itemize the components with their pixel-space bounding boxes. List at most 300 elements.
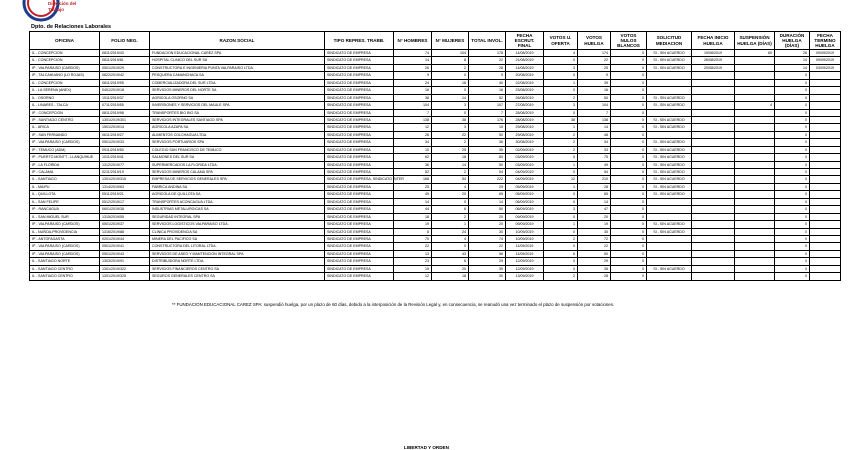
table-cell bbox=[810, 109, 841, 116]
table-cell bbox=[692, 176, 735, 183]
table-cell bbox=[692, 250, 735, 257]
table-cell: IL - SANTIAGO CENTRO bbox=[30, 273, 100, 280]
table-cell: 34 bbox=[578, 139, 611, 146]
table-cell: 6 bbox=[544, 250, 578, 257]
table-cell: 65 bbox=[469, 191, 506, 198]
table-cell bbox=[810, 102, 841, 109]
table-cell: 52 bbox=[469, 94, 506, 101]
table-cell bbox=[735, 228, 775, 235]
table-cell: SINDICATO DE EMPRESA bbox=[325, 154, 394, 161]
table-cell: 0501/2019/37 bbox=[100, 221, 150, 228]
table-cell: 2 bbox=[544, 139, 578, 146]
table-cell: 25 bbox=[578, 64, 611, 71]
table-cell: 30 bbox=[578, 228, 611, 235]
strike-table bbox=[29, 31, 841, 281]
table-cell: 0 bbox=[611, 116, 647, 123]
table-cell: IP - VALPARAISO (CARDOS) bbox=[30, 250, 100, 257]
table-cell: 1 bbox=[544, 221, 578, 228]
table-cell: 2 bbox=[544, 131, 578, 138]
table-cell: 10/09/2019 bbox=[506, 235, 544, 242]
table-cell bbox=[692, 258, 735, 265]
table-cell: 44 bbox=[394, 206, 432, 213]
table-cell: 0 bbox=[775, 72, 810, 79]
table-cell: SINDICATO DE EMPRESA, SINDICATO INTER bbox=[325, 176, 394, 183]
table-cell: AGRICOLA DE QUILLOTA SA bbox=[150, 191, 325, 198]
table-cell bbox=[692, 102, 735, 109]
table-cell: INVERSIONES Y SERVICIOS DEL MAULE SPA bbox=[150, 102, 325, 109]
table-cell: 0 bbox=[611, 213, 647, 220]
table-cell: 222 bbox=[469, 176, 506, 183]
table-cell: 0 bbox=[544, 191, 578, 198]
table-cell bbox=[735, 87, 775, 94]
table-cell bbox=[692, 228, 735, 235]
table-cell: 1314/2019/63 bbox=[100, 183, 150, 190]
table-cell: SINDICATO DE EMPRESA bbox=[325, 250, 394, 257]
table-cell bbox=[647, 213, 692, 220]
table-cell: IL - CONCEPCION bbox=[30, 79, 100, 86]
table-cell: 35 bbox=[469, 265, 506, 272]
table-cell: 30 bbox=[469, 273, 506, 280]
table-cell: 06/09/2019 bbox=[506, 198, 544, 205]
table-cell bbox=[810, 154, 841, 161]
table-cell: 8 bbox=[432, 57, 469, 64]
table-cell bbox=[810, 146, 841, 153]
table-cell bbox=[735, 250, 775, 257]
table-cell: 30 bbox=[469, 228, 506, 235]
table-cell bbox=[692, 72, 735, 79]
table-row bbox=[30, 273, 841, 280]
table-row bbox=[30, 243, 841, 250]
table-cell: 0 bbox=[611, 183, 647, 190]
table-cell: 0 bbox=[432, 87, 469, 94]
table-cell: 0 bbox=[611, 250, 647, 257]
table-cell: 36 bbox=[469, 139, 506, 146]
table-cell: 12/09/2019 bbox=[506, 265, 544, 272]
table-cell: IL - LA SERENA (ANEX) bbox=[30, 87, 100, 94]
table-cell: 0 bbox=[611, 258, 647, 265]
table-cell: SI - SIN ACUERDO bbox=[647, 221, 692, 228]
table-cell: 5 bbox=[544, 154, 578, 161]
table-cell: 54 bbox=[432, 176, 469, 183]
table-cell: 10/09/2019 bbox=[506, 228, 544, 235]
table-cell bbox=[735, 221, 775, 228]
table-cell: 0911/2019/50 bbox=[100, 146, 150, 153]
table-cell: SI - SIN ACUERDO bbox=[647, 116, 692, 123]
table-cell: 0 bbox=[611, 176, 647, 183]
table-row bbox=[30, 250, 841, 257]
column-header: TIPO REPRES. TRABB. bbox=[325, 32, 394, 50]
table-cell bbox=[692, 183, 735, 190]
table-cell: IP - ANTOFAGASTA bbox=[30, 235, 100, 242]
column-header: DURACIÓN HUELGA (DÍAS) bbox=[775, 32, 810, 50]
table-cell: 26 bbox=[775, 50, 810, 57]
column-header: SUSPENSIÓN HUELGA (DÍAS) bbox=[735, 32, 775, 50]
table-cell: 2 bbox=[544, 273, 578, 280]
table-cell bbox=[810, 139, 841, 146]
table-cell: 0 bbox=[611, 191, 647, 198]
table-cell bbox=[735, 191, 775, 198]
table-row bbox=[30, 124, 841, 131]
table-row bbox=[30, 50, 841, 57]
table-cell: 50 bbox=[578, 94, 611, 101]
table-cell: 4 bbox=[432, 235, 469, 242]
table-cell bbox=[810, 72, 841, 79]
table-cell: 0501/2019/33 bbox=[100, 139, 150, 146]
column-header: RAZON SOCIAL bbox=[150, 32, 325, 50]
table-cell: 23/08/2019 bbox=[506, 87, 544, 94]
table-cell: 0401/2019/18 bbox=[100, 87, 150, 94]
table-cell: 0 bbox=[775, 273, 810, 280]
table-cell: 0 bbox=[775, 87, 810, 94]
table-cell: SERVICIOS LOGISTICOS VALPARAISO LTDA. bbox=[150, 221, 325, 228]
table-cell: 75 bbox=[578, 154, 611, 161]
table-cell: 28 bbox=[469, 64, 506, 71]
table-cell: SI - SIN ACUERDO bbox=[647, 191, 692, 198]
table-cell: 24 bbox=[394, 79, 432, 86]
table-cell: 20 bbox=[578, 213, 611, 220]
table-cell: 0201/2019/44 bbox=[100, 235, 150, 242]
table-cell: 0 bbox=[432, 109, 469, 116]
table-cell: IL - CONCEPCION bbox=[30, 50, 100, 57]
table-cell: 104 bbox=[432, 50, 469, 57]
table-cell: 9 bbox=[469, 72, 506, 79]
table-cell: 65 bbox=[578, 191, 611, 198]
table-cell: SINDICATO DE EMPRESA bbox=[325, 265, 394, 272]
table-row bbox=[30, 213, 841, 220]
table-cell: 0 bbox=[544, 169, 578, 176]
table-cell: 0 bbox=[611, 273, 647, 280]
table-cell bbox=[692, 116, 735, 123]
table-row bbox=[30, 198, 841, 205]
table-cell: 49 bbox=[578, 161, 611, 168]
table-cell: 54 bbox=[578, 169, 611, 176]
table-cell: 0 bbox=[544, 243, 578, 250]
table-cell bbox=[735, 169, 775, 176]
logo-text-line2: Trabajo bbox=[48, 7, 65, 12]
table-cell: 7 bbox=[394, 109, 432, 116]
table-cell bbox=[735, 213, 775, 220]
table-row bbox=[30, 87, 841, 94]
table-cell: 56 bbox=[469, 250, 506, 257]
table-cell: SINDICATO DE EMPRESA bbox=[325, 109, 394, 116]
table-cell: 13 bbox=[394, 250, 432, 257]
table-cell: 0 bbox=[611, 221, 647, 228]
table-cell: 18 bbox=[432, 273, 469, 280]
table-cell: 14 bbox=[394, 198, 432, 205]
table-cell: 3 bbox=[544, 64, 578, 71]
table-cell: 0 bbox=[775, 131, 810, 138]
table-cell: 20 bbox=[432, 191, 469, 198]
table-cell: 35 bbox=[469, 146, 506, 153]
table-cell: SINDICATO DE EMPRESA bbox=[325, 198, 394, 205]
table-cell: 28/08/2019 bbox=[506, 116, 544, 123]
table-cell bbox=[692, 235, 735, 242]
table-cell: IL - CONCEPCION bbox=[30, 57, 100, 64]
table-cell bbox=[692, 221, 735, 228]
table-cell: SINDICATO DE EMPRESA bbox=[325, 243, 394, 250]
table-cell bbox=[735, 109, 775, 116]
table-cell: 174 bbox=[578, 50, 611, 57]
table-cell bbox=[692, 131, 735, 138]
table-cell: SINDICATO DE EMPRESA bbox=[325, 64, 394, 71]
table-cell bbox=[692, 265, 735, 272]
table-cell: SI - SIN ACUERDO bbox=[647, 228, 692, 235]
table-cell: 20 bbox=[432, 265, 469, 272]
column-header: N° HOMBRES bbox=[394, 32, 432, 50]
column-header: TOTAL INVOL. bbox=[469, 32, 506, 50]
table-cell: TRANSPORTES ACONCAGUA LTDA. bbox=[150, 198, 325, 205]
table-cell: 03/09/2019 bbox=[506, 161, 544, 168]
table-cell: 15 bbox=[394, 265, 432, 272]
table-cell: IL - MAIPU bbox=[30, 183, 100, 190]
footnote: ** FUNDACION EDUCACIONAL CAREZ SPA: suspendió huelga, por un plazo de 60 días, debido a la interposición de la Revisión Legal y, en consecuencia, se reanudó una vez terminado el plazo de suspensión por votaciones. bbox=[172, 302, 615, 307]
table-cell bbox=[810, 221, 841, 228]
table-row bbox=[30, 176, 841, 183]
table-cell: 48 bbox=[578, 131, 611, 138]
table-cell: SI - SIN ACUERDO bbox=[647, 265, 692, 272]
table-cell: IL - LINARES - TALCA bbox=[30, 102, 100, 109]
table-cell bbox=[810, 79, 841, 86]
table-cell: 0 bbox=[611, 154, 647, 161]
table-cell: IP - TALCAHUANO (LO ROJAS) bbox=[30, 72, 100, 79]
column-header: FECHA TERMINO HUELGA bbox=[810, 32, 841, 50]
table-cell: 1 bbox=[544, 79, 578, 86]
table-cell: 04/09/2019 bbox=[506, 169, 544, 176]
table-cell: 14 bbox=[775, 64, 810, 71]
table-cell: 0822/2019/42 bbox=[100, 72, 150, 79]
table-cell: 14 bbox=[432, 161, 469, 168]
table-cell: 28/08/2019 bbox=[506, 109, 544, 116]
table-cell: SI - SIN ACUERDO bbox=[647, 183, 692, 190]
table-cell bbox=[647, 87, 692, 94]
table-cell: 03/09/2019 bbox=[506, 154, 544, 161]
table-cell: 04/09/2019 bbox=[506, 176, 544, 183]
table-cell: 0501/2019/41 bbox=[100, 243, 150, 250]
table-cell: CONSTRUCTORA E INGENIERIA PUNTA VALPARAISO LTDA. bbox=[150, 64, 325, 71]
table-cell: SINDICATO DE EMPRESA bbox=[325, 206, 394, 213]
table-cell: SERVICIOS DE ASEO Y MANTENCION INTEGRAL SPA bbox=[150, 250, 325, 257]
table-cell: IP - VALPARAISO (CARDOS) bbox=[30, 64, 100, 71]
table-cell: SINDICATO DE EMPRESA bbox=[325, 72, 394, 79]
table-cell: 50 bbox=[578, 250, 611, 257]
table-cell: IL - ARICA bbox=[30, 124, 100, 131]
table-cell: 0 bbox=[611, 243, 647, 250]
table-cell: 1303/2019/91 bbox=[100, 258, 150, 265]
column-header: FECHA INICIO HUELGA bbox=[692, 32, 735, 50]
table-cell: 0 bbox=[544, 72, 578, 79]
table-cell: 12 bbox=[394, 124, 432, 131]
table-cell: 0 bbox=[611, 265, 647, 272]
table-cell: 0 bbox=[544, 109, 578, 116]
table-cell: IL - SAN FELIPE bbox=[30, 198, 100, 205]
table-cell: 0 bbox=[775, 235, 810, 242]
table-cell: 29/08/2019 bbox=[506, 131, 544, 138]
table-cell bbox=[647, 235, 692, 242]
table-cell: 74 bbox=[394, 50, 432, 57]
table-cell: 3 bbox=[432, 124, 469, 131]
table-row bbox=[30, 102, 841, 109]
table-cell: 28 bbox=[578, 273, 611, 280]
table-cell: 1 bbox=[544, 161, 578, 168]
table-cell: 0811/2019/43 bbox=[100, 50, 150, 57]
table-cell: 52 bbox=[394, 169, 432, 176]
table-cell: 19 bbox=[578, 221, 611, 228]
table-cell: 168 bbox=[394, 176, 432, 183]
table-cell: 0 bbox=[775, 79, 810, 86]
table-cell: COMERCIALIZADORA DEL SUR LTDA. bbox=[150, 79, 325, 86]
table-cell bbox=[735, 94, 775, 101]
table-cell: SINDICATO DE EMPRESA bbox=[325, 221, 394, 228]
table-cell: 0 bbox=[775, 213, 810, 220]
table-cell bbox=[692, 79, 735, 86]
table-cell: 26/08/2019 bbox=[506, 94, 544, 101]
table-cell: IP - VALPARAISO (CARDOS) bbox=[30, 139, 100, 146]
table-cell: SINDICATO DE EMPRESA bbox=[325, 131, 394, 138]
table-cell: 35 bbox=[578, 265, 611, 272]
table-cell: 02/09/2019 bbox=[506, 146, 544, 153]
table-cell: 0711/2019/55 bbox=[100, 102, 150, 109]
table-cell: SINDICATO DE EMPRESA bbox=[325, 258, 394, 265]
table-cell: SINDICATO DE EMPRESA bbox=[325, 146, 394, 153]
table-cell: 0 bbox=[611, 139, 647, 146]
table-row bbox=[30, 64, 841, 71]
table-cell: SALMONES DEL SUR SA bbox=[150, 154, 325, 161]
table-cell: 2 bbox=[432, 139, 469, 146]
table-cell: 1301/2019/301 bbox=[100, 116, 150, 123]
table-row bbox=[30, 169, 841, 176]
table-cell: 50 bbox=[469, 131, 506, 138]
table-cell: 11/09/2019 bbox=[506, 250, 544, 257]
table-cell bbox=[735, 154, 775, 161]
table-cell: 14 bbox=[578, 198, 611, 205]
table-cell: 0 bbox=[611, 72, 647, 79]
table-cell bbox=[647, 79, 692, 86]
table-cell: 0 bbox=[432, 243, 469, 250]
table-cell bbox=[735, 265, 775, 272]
table-cell: 0 bbox=[775, 102, 810, 109]
table-row bbox=[30, 79, 841, 86]
table-cell: 70 bbox=[394, 235, 432, 242]
table-cell: IP - LA FLORIDA bbox=[30, 161, 100, 168]
table-cell: 1301/2019/315 bbox=[100, 176, 150, 183]
table-cell: 74 bbox=[469, 235, 506, 242]
table-cell: IL - OSORNO bbox=[30, 94, 100, 101]
table-cell bbox=[692, 154, 735, 161]
table-cell bbox=[692, 109, 735, 116]
table-cell: 0 bbox=[611, 57, 647, 64]
table-cell: 107 bbox=[469, 102, 506, 109]
table-cell: SI - SIN ACUERDO bbox=[647, 124, 692, 131]
table-cell: 14/08/2019 bbox=[506, 50, 544, 57]
table-cell: 62 bbox=[394, 154, 432, 161]
table-cell: 2 bbox=[544, 235, 578, 242]
table-cell: 29 bbox=[578, 258, 611, 265]
table-row bbox=[30, 206, 841, 213]
table-cell: MINERA DEL PACIFICO SA bbox=[150, 235, 325, 242]
table-cell: IP - SANTIAGO CENTRO bbox=[30, 116, 100, 123]
table-cell: 25 bbox=[394, 183, 432, 190]
table-cell bbox=[810, 94, 841, 101]
table-cell bbox=[692, 213, 735, 220]
table-header-row bbox=[30, 32, 841, 50]
table-cell: SINDICATO DE EMPRESA bbox=[325, 79, 394, 86]
table-cell: 50 bbox=[469, 206, 506, 213]
table-row bbox=[30, 221, 841, 228]
table-cell bbox=[735, 176, 775, 183]
table-cell: IL - SANTIAGO CENTRO bbox=[30, 265, 100, 272]
table-row bbox=[30, 146, 841, 153]
table-cell: 28 bbox=[394, 131, 432, 138]
table-cell: 26/08/2019 bbox=[692, 57, 735, 64]
table-cell: 39 bbox=[578, 79, 611, 86]
table-cell bbox=[735, 161, 775, 168]
table-cell: SINDICATO DE EMPRESA bbox=[325, 139, 394, 146]
table-row bbox=[30, 183, 841, 190]
table-cell: 0611/2019/27 bbox=[100, 131, 150, 138]
table-cell: 0601/2019/38 bbox=[100, 206, 150, 213]
table-cell: 7 bbox=[578, 109, 611, 116]
table-cell: 12 bbox=[394, 273, 432, 280]
table-row bbox=[30, 228, 841, 235]
table-cell: 104 bbox=[578, 102, 611, 109]
table-cell: COLEGIO SAN FRANCISCO DE TEMUCO bbox=[150, 146, 325, 153]
table-row bbox=[30, 72, 841, 79]
table-cell: PESQUERA CAMANCHACA SA bbox=[150, 72, 325, 79]
table-cell: 54 bbox=[469, 169, 506, 176]
table-cell: 0811/2019/98 bbox=[100, 109, 150, 116]
table-cell: 0 bbox=[544, 213, 578, 220]
table-cell: SINDICATO DE EMPRESA bbox=[325, 161, 394, 168]
table-cell bbox=[692, 206, 735, 213]
table-cell bbox=[735, 57, 775, 64]
table-cell: 45 bbox=[394, 191, 432, 198]
table-cell: 138 bbox=[578, 116, 611, 123]
table-cell: AGRICOLA AZAPA SA bbox=[150, 124, 325, 131]
table-cell: 24 bbox=[432, 228, 469, 235]
table-cell: 2 bbox=[544, 94, 578, 101]
table-cell: 06/09/2019 bbox=[506, 206, 544, 213]
table-row bbox=[30, 265, 841, 272]
table-cell: 0 bbox=[544, 57, 578, 64]
table-cell: 22 bbox=[578, 57, 611, 64]
table-cell bbox=[692, 169, 735, 176]
table-cell: 50 bbox=[469, 161, 506, 168]
table-cell bbox=[810, 265, 841, 272]
table-cell: INDUSTRIAS METALURGICAS SA bbox=[150, 206, 325, 213]
table-cell: 20/08/2019 bbox=[692, 64, 735, 71]
table-cell: 18 bbox=[432, 154, 469, 161]
table-cell: 47 bbox=[578, 206, 611, 213]
table-cell: 16 bbox=[469, 87, 506, 94]
table-cell: 33 bbox=[578, 146, 611, 153]
table-cell: 3 bbox=[544, 102, 578, 109]
column-header: FECHA ESCRUT. FINAL bbox=[506, 32, 544, 50]
table-cell: 210 bbox=[578, 176, 611, 183]
table-cell: SI - SIN ACUERDO bbox=[647, 139, 692, 146]
table-cell: 9 bbox=[578, 72, 611, 79]
table-cell bbox=[647, 258, 692, 265]
table-cell bbox=[735, 116, 775, 123]
table-cell bbox=[692, 191, 735, 198]
table-cell bbox=[692, 146, 735, 153]
table-cell: 6 bbox=[432, 206, 469, 213]
table-cell: 2 bbox=[432, 213, 469, 220]
table-cell: IP - PUERTO MONTT - LLANQUIHUE bbox=[30, 154, 100, 161]
table-cell: 0 bbox=[775, 124, 810, 131]
table-cell: 22 bbox=[578, 243, 611, 250]
table-cell bbox=[735, 139, 775, 146]
table-cell: SI - SIN ACUERDO bbox=[647, 94, 692, 101]
